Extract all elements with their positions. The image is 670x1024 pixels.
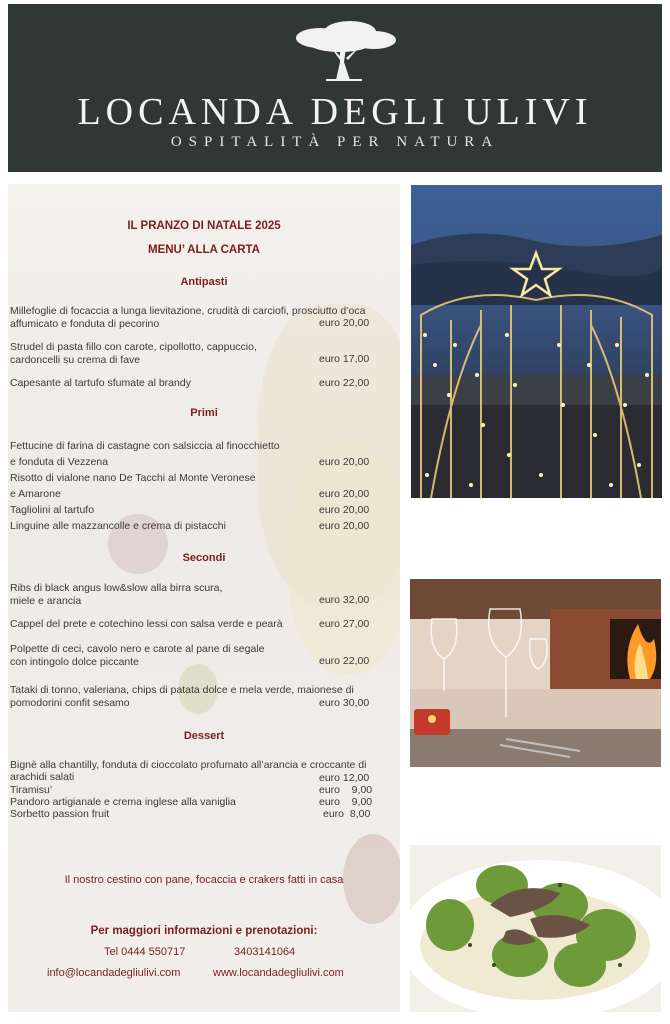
item-price: euro 17,00	[319, 353, 370, 365]
phone-number[interactable]: Tel 0444 550717	[104, 946, 186, 958]
menu-subtitle: MENU’ ALLA CARTA	[147, 244, 260, 256]
item-price: euro 8,00	[323, 808, 371, 820]
email-link[interactable]: info@locandadegliulivi.com	[47, 967, 181, 979]
item-line: miele e arancia	[10, 594, 82, 607]
section-heading-dessert: Dessert	[183, 730, 225, 742]
item-price: euro 20,00	[319, 317, 370, 329]
photo-plated-dish	[410, 845, 661, 1012]
brand-name: LOCANDA DEGLI ULIVI	[77, 91, 593, 133]
bread-note: Il nostro cestino con pane, focaccia e crakers fatti in casa	[64, 874, 344, 886]
item-price: euro 22,00	[319, 655, 370, 667]
menu-item: Linguine alle mazzancolle e crema di pistacchi	[10, 520, 226, 532]
item-price: euro 20,00	[319, 488, 370, 500]
item-price: euro 22,00	[319, 377, 370, 389]
item-line: arachidi salati	[10, 771, 75, 783]
menu-item: Capesante al tartufo sfumate al brandy	[10, 377, 191, 389]
item-price: euro 32,00	[319, 594, 370, 606]
mobile-number[interactable]: 3403141064	[234, 946, 296, 958]
photo-balcony-christmas-lights	[411, 185, 662, 498]
olive-tree-logo-icon	[290, 18, 398, 84]
menu-item: Pandoro artigianale e crema inglese alla vaniglia	[10, 796, 236, 808]
item-line: Tataki di tonno, valeriana, chips di patata dolce e mela verde, maionese di	[10, 684, 354, 696]
menu-item: Fettucine di farina di castagne con salsiccia al finocchietto	[10, 440, 280, 452]
item-price: euro 12,00	[319, 772, 370, 784]
item-price: euro 20,00	[319, 520, 370, 532]
item-line: Millefoglie di focaccia a lunga lievitazione, crudità di carciofi, prosciutto d’oca	[10, 305, 366, 317]
website-link[interactable]: www.locandadegliulivi.com	[213, 967, 344, 979]
item-line: con intingolo dolce piccante	[10, 655, 140, 668]
item-line: affumicato e fonduta di pecorino	[10, 317, 160, 330]
menu-item: e Amarone	[10, 488, 61, 500]
menu-item	[10, 582, 310, 607]
header-banner	[8, 4, 662, 172]
menu-item: e fonduta di Vezzena	[10, 456, 109, 468]
menu-title: IL PRANZO DI NATALE 2025	[127, 220, 281, 232]
item-price: euro 20,00	[319, 456, 370, 468]
item-price: euro 30,00	[319, 697, 370, 709]
item-price: euro 27,00	[319, 618, 370, 630]
item-line: Polpette di ceci, cavolo nero e carote al pane di segale	[10, 643, 265, 655]
item-line: Bignè alla chantilly, fonduta di cioccolato profumato all’arancia e croccante di	[10, 759, 367, 771]
item-line: cardoncelli su crema di fave	[10, 353, 141, 366]
photo-restaurant-fireplace	[410, 579, 661, 767]
contacts-heading: Per maggiori informazioni e prenotazioni:	[90, 925, 318, 937]
section-heading-antipasti: Antipasti	[180, 276, 228, 288]
menu-item: Sorbetto passion fruit	[10, 808, 110, 820]
menu-content	[8, 184, 400, 1012]
item-line: Ribs di black angus low&slow alla birra scura,	[10, 582, 223, 594]
section-heading-secondi: Secondi	[182, 552, 226, 564]
menu-item	[10, 643, 310, 668]
item-line: Strudel di pasta fillo con carote, cipollotto, cappuccio,	[10, 341, 257, 353]
menu-item: Tagliolini al tartufo	[10, 504, 95, 516]
tagline: OSPITALITÀ PER NATURA	[170, 134, 500, 150]
menu-item: Risotto di vialone nano De Tacchi al Monte Veronese	[10, 472, 256, 484]
item-price: euro 20,00	[319, 504, 370, 516]
menu-panel	[8, 184, 400, 1012]
menu-item: Cappel del prete e cotechino lessi con salsa verde e pearà	[10, 618, 283, 630]
item-line: pomodorini confit sesamo	[10, 696, 130, 709]
item-price: euro 9,00	[319, 784, 373, 796]
section-heading-primi: Primi	[190, 407, 218, 419]
item-price: euro 9,00	[319, 796, 373, 808]
menu-item: Tiramisu’	[10, 784, 53, 796]
